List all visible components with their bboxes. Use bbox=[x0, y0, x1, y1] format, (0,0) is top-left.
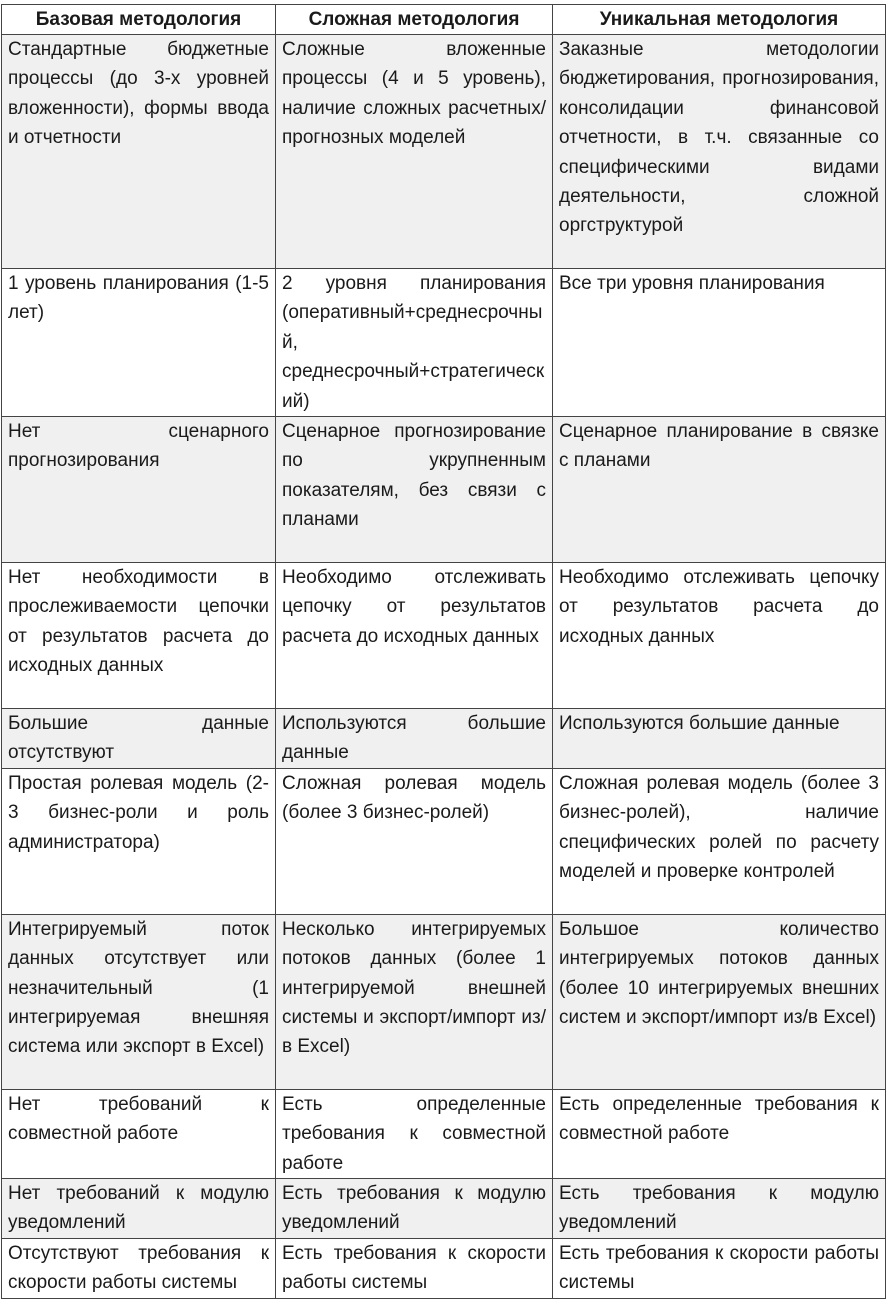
cell-complex: Сложная ролевая модель (более 3 бизнес-ролей) bbox=[276, 768, 553, 914]
table-row bbox=[2, 1089, 886, 1178]
table-row bbox=[2, 914, 886, 1089]
cell-basic: Отсутствуют требования к скорости работы системы bbox=[2, 1238, 276, 1298]
cell-unique: Есть требования к скорости работы системы bbox=[553, 1238, 886, 1298]
cell-complex: Сложные вложенные процессы (4 и 5 уровень), наличие сложных расчетных/прогнозных моделей bbox=[276, 35, 553, 269]
cell-unique: Есть требования к модулю уведомлений bbox=[553, 1179, 886, 1239]
header-row bbox=[2, 5, 886, 35]
cell-basic: Нет требований к модулю уведомлений bbox=[2, 1179, 276, 1239]
table-row bbox=[2, 1179, 886, 1239]
cell-complex: Есть требования к скорости работы системы bbox=[276, 1238, 553, 1298]
header-complex: Сложная методология bbox=[276, 5, 553, 35]
cell-unique: Есть определенные требования к совместной работе bbox=[553, 1089, 886, 1178]
cell-complex: Используются большие данные bbox=[276, 709, 553, 769]
cell-unique: Большое количество интегрируемых потоков данных (более 10 интегрируемых внешних систем и экспорт/импорт из/в Excel) bbox=[553, 914, 886, 1089]
cell-complex: Необходимо отслеживать цепочку от результатов расчета до исходных данных bbox=[276, 563, 553, 709]
cell-basic: Нет необходимости в прослеживаемости цепочки от результатов расчета до исходных данных bbox=[2, 563, 276, 709]
methodology-comparison-table bbox=[1, 4, 886, 1299]
table-row bbox=[2, 709, 886, 769]
cell-unique: Сложная ролевая модель (более 3 бизнес-ролей), наличие специфических ролей по расчету моделей и проверке контролей bbox=[553, 768, 886, 914]
header-unique: Уникальная методология bbox=[553, 5, 886, 35]
table-row bbox=[2, 563, 886, 709]
table-row bbox=[2, 1238, 886, 1298]
cell-complex: Есть требования к модулю уведомлений bbox=[276, 1179, 553, 1239]
cell-unique: Необходимо отслеживать цепочку от результатов расчета до исходных данных bbox=[553, 563, 886, 709]
cell-unique: Используются большие данные bbox=[553, 709, 886, 769]
table-row bbox=[2, 35, 886, 269]
table-row bbox=[2, 417, 886, 563]
cell-complex: Несколько интегрируемых потоков данных (более 1 интегрируемой внешней системы и экспорт/импорт из/в Excel) bbox=[276, 914, 553, 1089]
cell-complex: Сценарное прогнозирование по укрупненным показателям, без связи с планами bbox=[276, 417, 553, 563]
cell-basic: 1 уровень планирования (1-5 лет) bbox=[2, 269, 276, 417]
table-row bbox=[2, 768, 886, 914]
cell-complex: Есть определенные требования к совместной работе bbox=[276, 1089, 553, 1178]
cell-basic: Нет сценарного прогнозирования bbox=[2, 417, 276, 563]
cell-unique: Заказные методологии бюджетирования, прогнозирования, консолидации финансовой отчетности, в т.ч. связанные со специфическими видами деятельности, сложной оргструктурой bbox=[553, 35, 886, 269]
cell-complex: 2 уровня планирования (оперативный+среднесрочный, среднесрочный+стратегический) bbox=[276, 269, 553, 417]
cell-basic: Простая ролевая модель (2-3 бизнес-роли и роль администратора) bbox=[2, 768, 276, 914]
cell-basic: Нет требований к совместной работе bbox=[2, 1089, 276, 1178]
cell-basic: Интегрируемый поток данных отсутствует или незначительный (1 интегрируемая внешняя система или экспорт в Excel) bbox=[2, 914, 276, 1089]
cell-basic: Стандартные бюджетные процессы (до 3-х уровней вложенности), формы ввода и отчетности bbox=[2, 35, 276, 269]
cell-unique: Все три уровня планирования bbox=[553, 269, 886, 417]
cell-basic: Большие данные отсутствуют bbox=[2, 709, 276, 769]
table-row bbox=[2, 269, 886, 417]
cell-unique: Сценарное планирование в связке с планами bbox=[553, 417, 886, 563]
header-basic: Базовая методология bbox=[2, 5, 276, 35]
